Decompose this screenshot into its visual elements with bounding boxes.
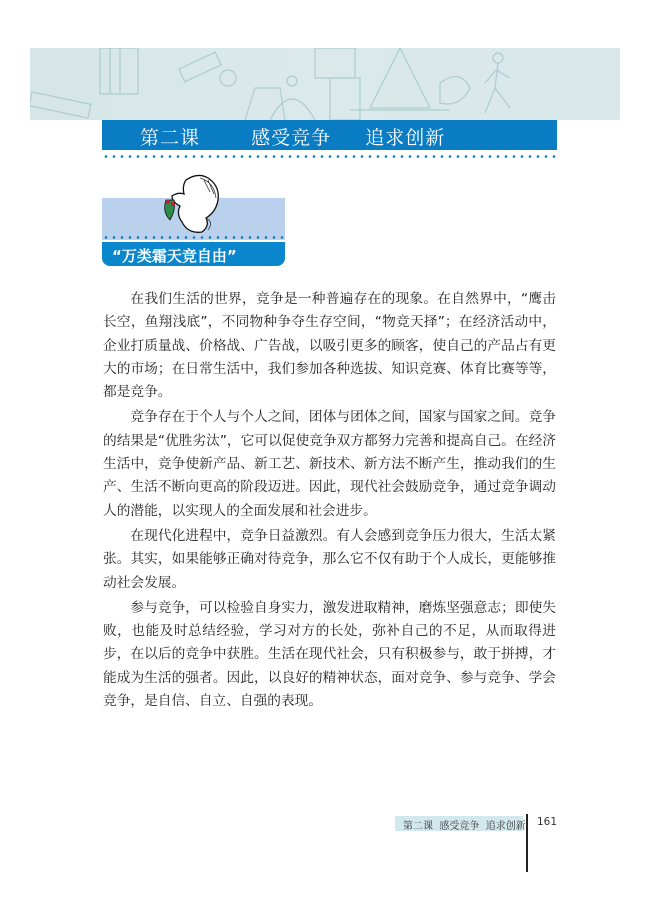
lesson-title-bar bbox=[102, 120, 557, 150]
dove-with-olive-branch-icon bbox=[158, 172, 228, 234]
title-dotted-divider bbox=[102, 155, 558, 158]
header-banner-illustration bbox=[30, 48, 620, 120]
lesson-title: 第二课 感受竞争 追求创新 bbox=[140, 127, 446, 149]
running-title: 第二课 感受竞争 追求创新 bbox=[403, 821, 526, 832]
footer-divider-line bbox=[526, 814, 528, 872]
section-title-band bbox=[102, 242, 285, 266]
paragraph: 在我们生活的世界，竞争是一种普遍存在的现象。在自然界中，“鹰击长空，鱼翔浅底”，不同物种争夺生存空间，“物竞天择”；在经济活动中，企业打质量战、价格战、广告战，以吸引更多的顾客，使自己的产品占有更大的市场；在日常生活中，我们参加各种选拔、知识竞赛、体育比赛等等，都是竞争。 bbox=[103, 291, 556, 401]
paragraph: 竞争存在于个人与个人之间，团体与团体之间，国家与国家之间。竞争的结果是“优胜劣汰”，它可以促使竞争双方都努力完善和提高自己。在经济生活中，竞争使新产品、新工艺、新技术、新方法不断产生，推动我们的生产、生活不断向更高的阶段迈进。因此，现代社会鼓励竞争，通过竞争调动人的潜能，以实现人的全面发展和社会进步。 bbox=[103, 409, 556, 519]
section-dotted-divider bbox=[102, 236, 285, 239]
lesson-body-text bbox=[103, 288, 556, 715]
running-footer bbox=[395, 816, 526, 832]
section-title: “万类霜天竞自由” bbox=[112, 247, 237, 265]
paragraph: 在现代化进程中，竞争日益激烈。有人会感到竞争压力很大，生活太紧张。其实，如果能够正确对待竞争，那么它不仅有助于个人成长，更能够推动社会发展。 bbox=[103, 527, 556, 591]
page-number: 161 bbox=[537, 816, 558, 828]
banner-collage-icon bbox=[30, 48, 620, 120]
paragraph: 参与竞争，可以检验自身实力，激发进取精神，磨炼坚强意志；即使失败，也能及时总结经验，学习对方的长处，弥补自己的不足，从而取得进步，在以后的竞争中获胜。生活在现代社会，只有积极参与，敢于拼搏，才能成为生活的强者。因此，以良好的精神状态，面对竞争、参与竞争、学会竞争，是自信、自立、自强的表现。 bbox=[103, 599, 556, 710]
